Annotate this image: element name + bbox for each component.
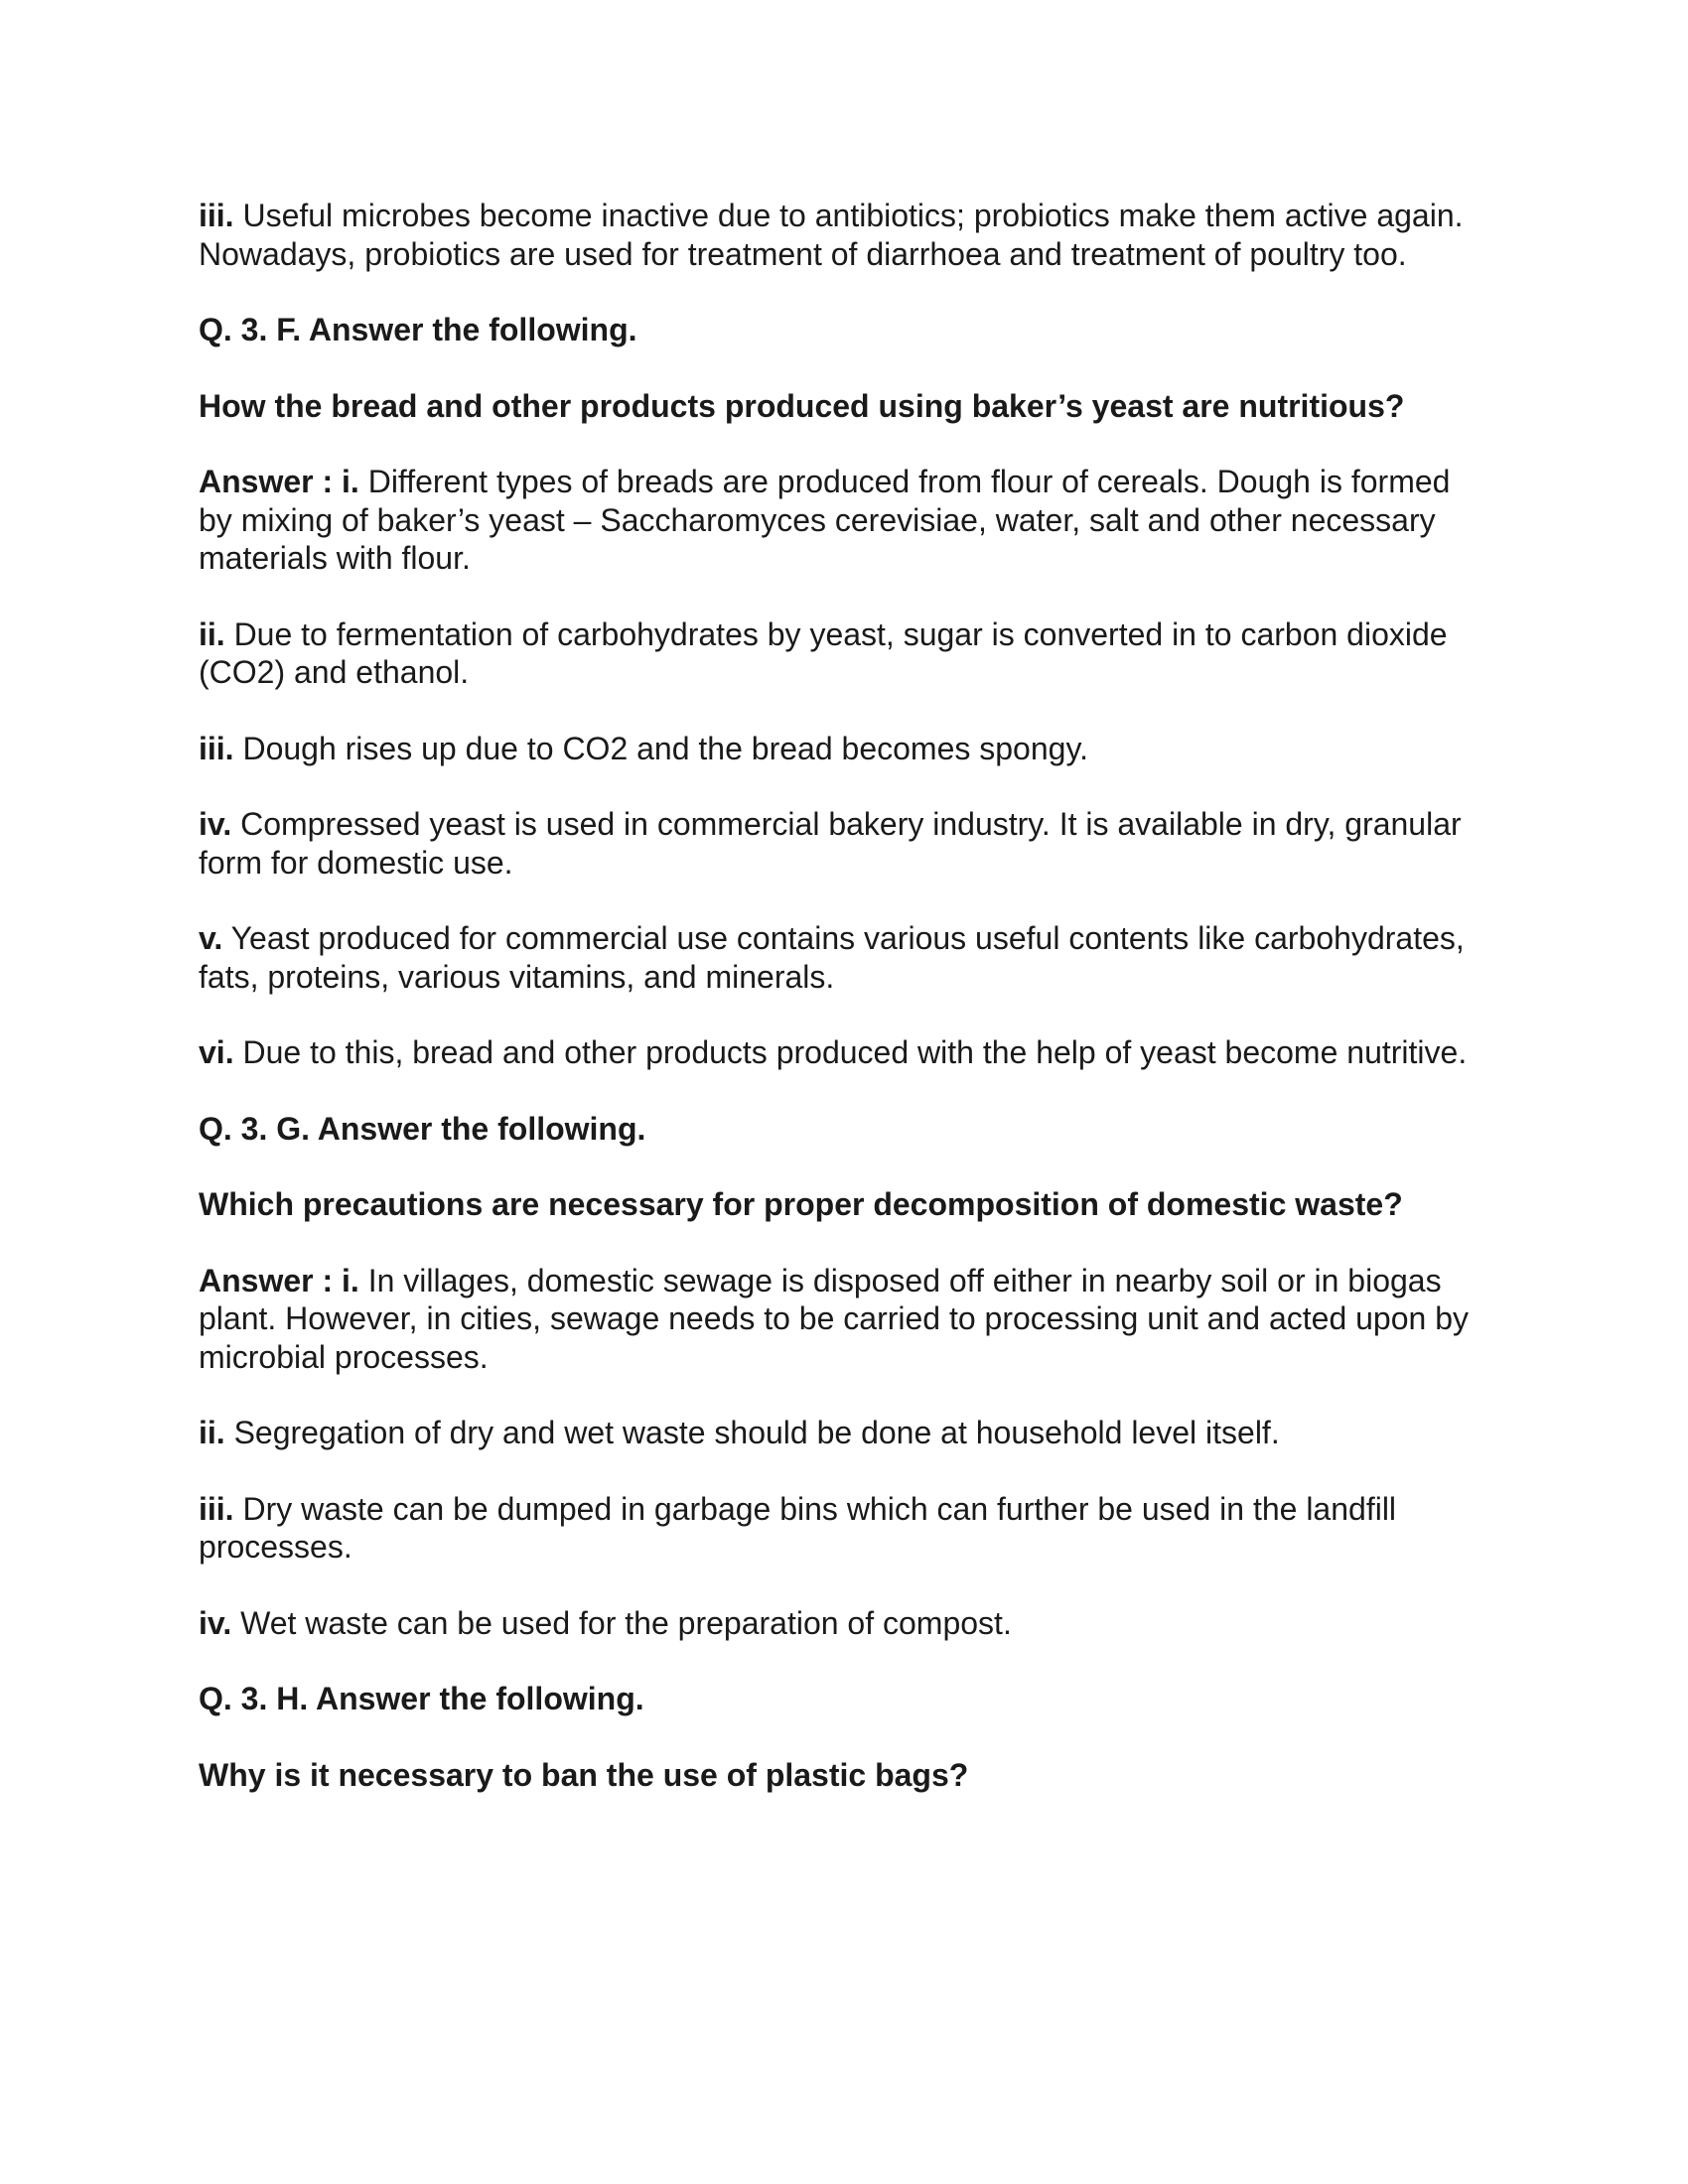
paragraph-text: Due to this, bread and other products produced with the help of yeast become nutritive.	[233, 1034, 1468, 1070]
question-heading-3f: Q. 3. F. Answer the following.	[199, 312, 637, 347]
answer-paragraph	[199, 730, 1489, 768]
paragraph-text: Different types of breads are produced from flour of cereals. Dough is formed by mixing of baker’s yeast – Saccharomyces cerevisiae, water, salt and other necessary materials with flour.	[199, 464, 1451, 576]
question-text-3g: Which precautions are necessary for proper decomposition of domestic waste?	[199, 1186, 1403, 1222]
item-label: v.	[199, 920, 223, 956]
item-label: iii.	[199, 730, 234, 766]
item-label: iii.	[199, 198, 234, 233]
item-label: iv.	[199, 1604, 232, 1641]
answer-paragraph	[199, 1604, 1489, 1643]
answer-paragraph	[199, 1262, 1489, 1377]
paragraph-text: Due to fermentation of carbohydrates by yeast, sugar is converted in to carbon dioxide (CO2) and ethanol.	[199, 615, 1448, 690]
question-heading-3g: Q. 3. G. Answer the following.	[199, 1110, 646, 1147]
item-label: ii.	[199, 1415, 225, 1450]
answer-paragraph	[199, 463, 1489, 578]
item-label: Answer : i.	[199, 464, 359, 499]
paragraph-text: Compressed yeast is used in commercial bakery industry. It is available in dry, granular form for domestic use.	[199, 806, 1462, 881]
question-text-3f: How the bread and other products produced using baker’s yeast are nutritious?	[199, 387, 1405, 424]
paragraph-text: Yeast produced for commercial use contains various useful contents like carbohydrates, fats, proteins, various vitamins, and minerals.	[199, 920, 1465, 995]
document-page	[199, 197, 1489, 1832]
item-label: ii.	[199, 615, 225, 652]
paragraph-text: Wet waste can be used for the preparation of compost.	[231, 1604, 1012, 1641]
paragraph-text: Segregation of dry and wet waste should be done at household level itself.	[224, 1415, 1280, 1450]
paragraph-text: Useful microbes become inactive due to antibiotics; probiotics make them active again. Nowadays, probiotics are used for treatment of diarrhoea and treatment of poultry too.	[199, 198, 1464, 272]
paragraph-text: Dough rises up due to CO2 and the bread becomes spongy.	[233, 730, 1088, 766]
answer-paragraph	[199, 1490, 1489, 1567]
answer-paragraph	[199, 805, 1489, 882]
item-label: Answer : i.	[199, 1262, 359, 1298]
item-label: vi.	[199, 1034, 234, 1070]
paragraph-text: In villages, domestic sewage is disposed off either in nearby soil or in biogas plant. However, in cities, sewage needs to be carried to processing unit and acted upon by microbial processes.	[199, 1262, 1469, 1375]
paragraph-text: Dry waste can be dumped in garbage bins which can further be used in the landfill processes.	[199, 1490, 1397, 1565]
question-heading-3h: Q. 3. H. Answer the following.	[199, 1681, 644, 1716]
answer-paragraph	[199, 615, 1489, 692]
answer-paragraph	[199, 1414, 1489, 1452]
item-label: iii.	[199, 1490, 234, 1527]
answer-paragraph-probiotics	[199, 197, 1489, 273]
question-text-3h: Why is it necessary to ban the use of plastic bags?	[199, 1756, 969, 1793]
answer-paragraph	[199, 919, 1489, 996]
item-label: iv.	[199, 806, 232, 842]
answer-paragraph	[199, 1033, 1489, 1072]
